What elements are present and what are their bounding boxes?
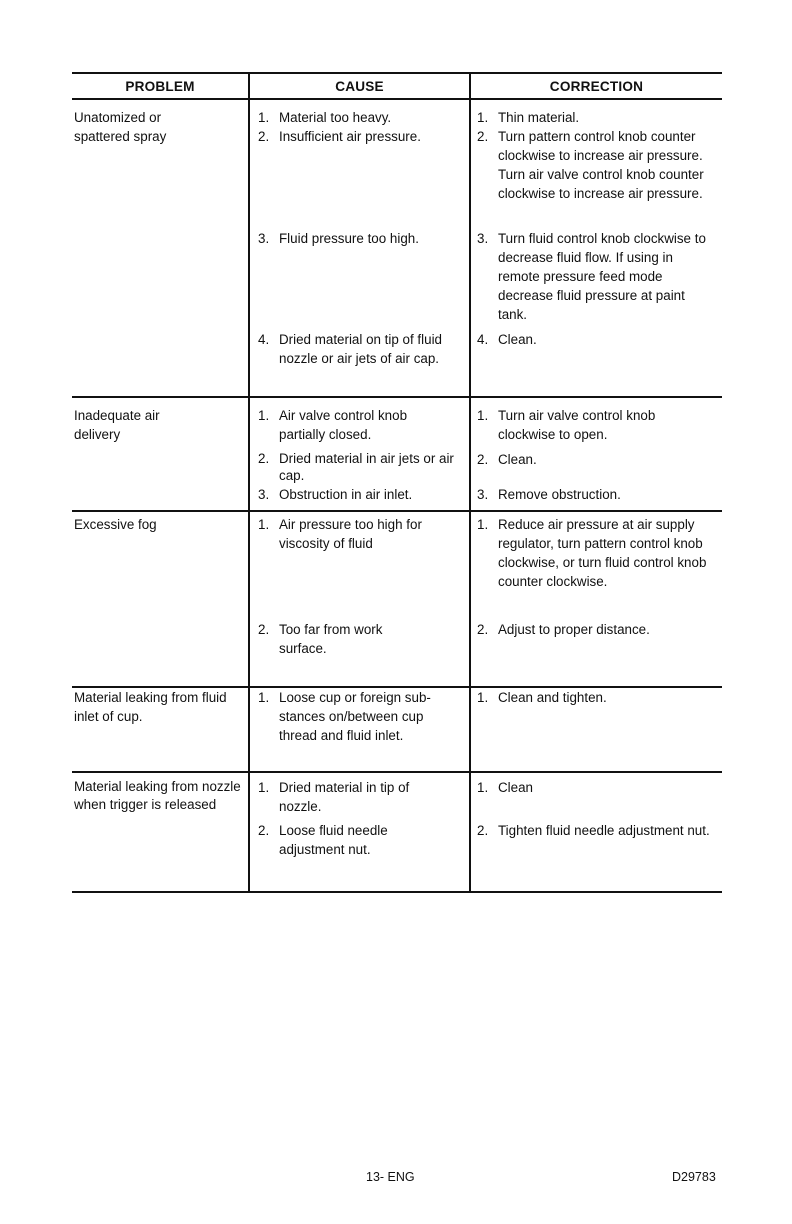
cause-text: Dried material in air jets or air cap. <box>279 451 454 483</box>
cause-item <box>258 821 428 859</box>
correction-text: Clean <box>498 780 533 795</box>
cause-number: 3. <box>258 231 270 246</box>
cause-number: 1. <box>258 517 270 532</box>
correction-item <box>477 515 721 591</box>
cause-text: Dried material in tip of nozzle. <box>279 780 410 814</box>
correction-text: Thin material. <box>498 110 580 125</box>
cause-number: 2. <box>258 823 270 838</box>
problem-cell: Inadequate air delivery <box>74 408 160 442</box>
cause-item <box>258 450 454 484</box>
cause-item <box>258 406 448 444</box>
correction-item <box>477 108 721 127</box>
cause-number: 2. <box>258 622 270 637</box>
cause-item <box>258 688 462 745</box>
column-divider-cause <box>248 72 250 893</box>
correction-text: Clean and tighten. <box>498 690 607 705</box>
cause-item <box>258 620 428 658</box>
cause-text: Material too heavy. <box>279 110 392 125</box>
correction-text: Turn pattern control knob counter clockwise to increase air pressure. Turn air valve control knob counter clockwise to increase air pressure. <box>498 129 704 201</box>
cause-number: 2. <box>258 129 270 144</box>
correction-number: 4. <box>477 332 489 347</box>
header-bottom-rule <box>72 98 722 100</box>
correction-item <box>477 821 721 840</box>
correction-text: Reduce air pressure at air supply regulator, turn pattern control knob clockwise, or turn fluid control knob counter clockwise. <box>498 517 707 589</box>
problem-cell: Excessive fog <box>74 517 157 532</box>
problem-cell: Unatomized or spattered spray <box>74 110 167 144</box>
cause-text: Dried material on tip of fluid nozzle or air jets of air cap. <box>279 332 442 366</box>
cause-number: 1. <box>258 408 270 423</box>
table-top-rule <box>72 72 722 74</box>
header-cause: CAUSE <box>335 79 384 94</box>
cause-number: 1. <box>258 780 270 795</box>
page-number: 13- ENG <box>366 1170 415 1184</box>
correction-number: 3. <box>477 231 489 246</box>
cause-number: 1. <box>258 690 270 705</box>
correction-item <box>477 330 721 349</box>
cause-item <box>258 127 463 146</box>
cause-text: Fluid pressure too high. <box>279 231 419 246</box>
correction-number: 1. <box>477 517 489 532</box>
correction-number: 3. <box>477 487 489 502</box>
correction-item <box>477 406 697 444</box>
correction-text: Remove obstruction. <box>498 487 621 502</box>
cause-item <box>258 515 458 553</box>
row-divider <box>72 771 722 773</box>
problem-cell: Material leaking from fluid inlet of cup. <box>74 690 227 724</box>
cause-item <box>258 778 448 816</box>
cause-text: Too far from work surface. <box>279 622 383 656</box>
correction-number: 2. <box>477 622 489 637</box>
correction-number: 1. <box>477 780 489 795</box>
row-divider <box>72 510 722 512</box>
correction-text: Tighten fluid needle adjustment nut. <box>498 823 710 838</box>
column-divider-correction <box>469 72 471 893</box>
cause-number: 4. <box>258 332 270 347</box>
correction-text: Turn fluid control knob clockwise to decrease fluid flow. If using in remote pressure feed mode decrease fluid pressure at paint tank. <box>498 231 706 322</box>
header-problem: PROBLEM <box>125 79 195 94</box>
cause-item <box>258 330 446 368</box>
cause-number: 1. <box>258 110 270 125</box>
cause-text: Obstruction in air inlet. <box>279 487 413 502</box>
correction-item <box>477 485 721 504</box>
document-code: D29783 <box>672 1170 716 1184</box>
correction-item <box>477 450 721 469</box>
correction-number: 1. <box>477 110 489 125</box>
correction-number: 2. <box>477 823 489 838</box>
correction-number: 1. <box>477 408 489 423</box>
cause-text: Loose fluid needle adjustment nut. <box>279 823 388 857</box>
correction-number: 2. <box>477 129 489 144</box>
cause-text: Insufficient air pressure. <box>279 129 421 144</box>
correction-text: Turn air valve control knob clockwise to open. <box>498 408 656 442</box>
correction-item <box>477 778 721 797</box>
cause-text: Loose cup or foreign sub- stances on/between cup thread and fluid inlet. <box>279 690 431 743</box>
header-correction: CORRECTION <box>549 79 644 94</box>
cause-text: Air pressure too high for viscosity of fluid <box>279 517 422 551</box>
cause-number: 2. <box>258 451 270 466</box>
row-divider <box>72 396 722 398</box>
correction-text: Adjust to proper distance. <box>498 622 650 637</box>
cause-number: 3. <box>258 487 270 502</box>
correction-item <box>477 688 721 707</box>
table-bottom-rule <box>72 891 722 893</box>
cause-item <box>258 108 463 127</box>
correction-item <box>477 620 721 639</box>
correction-item <box>477 127 713 203</box>
cause-item <box>258 485 463 504</box>
correction-text: Clean. <box>498 452 537 467</box>
correction-text: Clean. <box>498 332 537 347</box>
correction-item <box>477 229 713 324</box>
cause-text: Air valve control knob partially closed. <box>279 408 408 442</box>
cause-item <box>258 229 463 248</box>
correction-number: 1. <box>477 690 489 705</box>
problem-cell: Material leaking from nozzle when trigger is released <box>74 779 241 812</box>
correction-number: 2. <box>477 452 489 467</box>
